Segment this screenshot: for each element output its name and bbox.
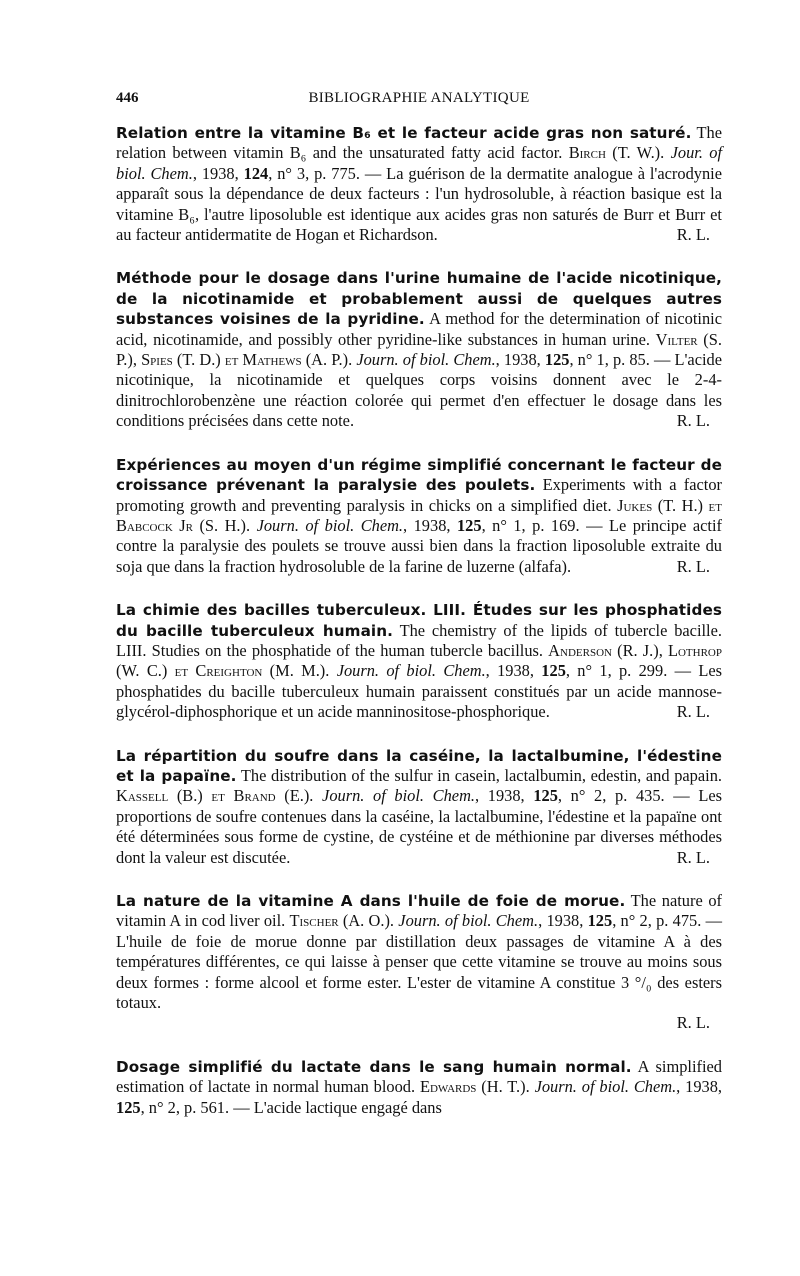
bibliography-entry [116,455,722,577]
entry-text [116,891,722,1013]
entry-signature: R. L. [676,1013,710,1033]
entry-summary: — Les phosphatides du bacille tuberculeux humain paraissent constitués par un acide mannose-glycérol-diphosphorique et un acide manninositose-phosphorique. [116,661,722,722]
entry-title: Relation entre la vitamine B₆ et le facteur acide gras non saturé. [116,124,692,142]
entry-title: La répartition du soufre dans la caséine, la lactalbumine, l'édestine et la papaïne. [116,746,722,785]
entry-english-title: A simplified estimation of lactate in normal human blood. [116,1056,722,1097]
entry-authors: Anderson (R. J.), Lothrop (W. C.) et Creighton (M. M.). [116,640,722,681]
bibliography-entry [116,268,722,431]
entry-english-title: Experiments with a factor promoting growth and preventing paralysis in chicks on a simplified diet. [116,475,722,515]
entry-volume: 125 [541,661,566,681]
entry-issue: , n° 2, p. 475. [612,911,702,931]
entry-year: , 1938, [495,350,545,370]
entry-volume: 125 [116,1097,141,1117]
entry-english-title: The chemistry of the lipids of tubercle bacille. LIII. Studies on the phosphatide of the human tubercle bacillus. [116,620,722,660]
entry-issue: , n° 1, p. 85. [569,350,650,370]
entry-title: Méthode pour le dosage dans l'urine humaine de l'acide nicotinique, de la nicotinamide et probablement aussi de quelques autres substances voisines de la pyridine. [116,269,722,329]
entry-journal: Journ. of biol. Chem. [336,661,486,681]
entry-year: , 1938, [676,1077,723,1097]
entry-journal: Journ. of biol. Chem. [322,786,476,806]
entry-year: , 1938, [403,515,457,535]
entry-year: , 1938, [475,786,534,806]
entry-issue: , n° 2, p. 435. [557,786,665,806]
page-number: 446 [116,90,139,106]
bibliography-entry [116,123,722,245]
running-title: BIBLIOGRAPHIE ANALYTIQUE [308,90,530,106]
entry-signature: R. L. [676,556,710,576]
entry-authors: Edwards (H. T.). [419,1077,530,1097]
entry-journal: Journ. of biol. Chem. [534,1077,677,1097]
entry-english-title: A method for the determination of nicotinic acid, nicotinamide, and possibly other pyridine-like substances in human urine. [116,309,723,349]
entry-authors: Tischer (A. O.). [289,911,395,931]
entry-english-title: The relation between vitamin B₆ and the unsaturated fatty acid factor. [116,123,722,163]
entry-authors: Vilter (S. P.), Spies (T. D.) et Mathews (A. P.). [116,329,722,370]
entry-issue: , n° 3, p. 775. [268,163,360,183]
entry-issue: , n° 1, p. 299. [565,661,668,681]
entry-english-title: The distribution of the sulfur in casein, lactalbumin, edestin, and papain. [236,765,722,785]
entry-volume: 125 [456,515,482,535]
entry-title: Expériences au moyen d'un régime simplifié concernant le facteur de croissance prévenant la paralysie des poulets. [116,455,722,495]
entry-journal: Journ. of biol. Chem. [356,350,496,370]
entry-text [116,123,722,245]
entry-year: , 1938, [538,911,588,931]
entry-text [116,268,722,431]
bibliography-entry [116,746,722,868]
bibliography-entry [116,891,722,1034]
entry-year: , 1938, [192,163,244,183]
entry-authors: Kassell (B.) et Brand (E.). [116,786,314,806]
entry-summary: — L'acide lactique engagé dans [229,1097,442,1117]
entry-english-title: The nature of vitamin A in cod liver oil. [116,891,722,931]
entry-issue: , n° 1, p. 169. [481,515,580,535]
entry-title: La chimie des bacilles tuberculeux. LIII. Études sur les phosphatides du bacille tuberculeux humain. [116,601,722,640]
entry-summary: — Les proportions de soufre contenues dans la caséine, la lactalbumine, l'édestine et la papaïne ont été déterminées sous forme de cystine, de cystéine et de méthionine par diverses méthodes dont la valeur est discutée. [116,786,722,867]
running-header [116,88,722,110]
entry-year: , 1938, [485,661,542,681]
bibliography-entry [116,600,722,722]
entry-authors: Jukes (T. H.) et Babcock Jr (S. H.). [116,495,722,535]
entry-volume: 125 [544,350,570,370]
entry-text [116,746,722,868]
bibliography-entry [116,1057,722,1118]
entry-signature: R. L. [676,225,710,245]
entry-summary: — Le principe actif contre la paralysie des poulets se trouve aussi bien dans la fraction liposoluble extraite du soja que dans la fraction hydrosoluble de la farine de luzerne (alfafa). [116,515,722,576]
entry-signature: R. L. [676,411,710,431]
entry-text [116,600,722,722]
entry-journal: Jour. of biol. Chem. [116,143,722,183]
entry-text [116,1057,722,1118]
entry-summary: — La guérison de la dermatite analogue à l'acrodynie apparaît sous la dépendance de deux facteurs : l'un hydrosoluble, à réaction basique est la vitamine B₆, l'autre liposoluble est identique aux acides gras non saturés de Burr et Burr et au facteur antidermatite de Hogan et Richardson. [116,163,723,245]
entry-signature: R. L. [676,847,710,867]
entry-summary: — L'acide nicotinique, la nicotinamide et quelques corps voisins donnent avec le 2-4-dinitrochlorobenzène une réaction colorée qui permet d'en effectuer le dosage dans les conditions précisées dans cette note. [116,350,722,431]
entry-title: Dosage simplifié du lactate dans le sang humain normal. [116,1057,632,1076]
entry-title: La nature de la vitamine A dans l'huile de foie de morue. [116,892,626,910]
entry-summary: — L'huile de foie de morue donne par distillation deux passages de vitamine A à des températures différentes, ce qui laisse à penser que cette vitamine se trouve au moins sous deux formes : forme alcool et forme ester. L'ester de vitamine A constitue 3 °/₀ des esters totaux. [116,911,722,1013]
entry-volume: 125 [587,911,613,931]
entry-authors: Birch (T. W.). [568,143,665,163]
entry-signature: R. L. [676,702,710,722]
entry-issue: , n° 2, p. 561. [140,1097,230,1117]
entry-text [116,455,722,577]
entry-journal: Journ. of biol. Chem. [256,515,404,535]
entry-volume: 125 [533,786,558,806]
entry-volume: 124 [243,163,269,183]
entry-journal: Journ. of biol. Chem. [398,911,539,931]
